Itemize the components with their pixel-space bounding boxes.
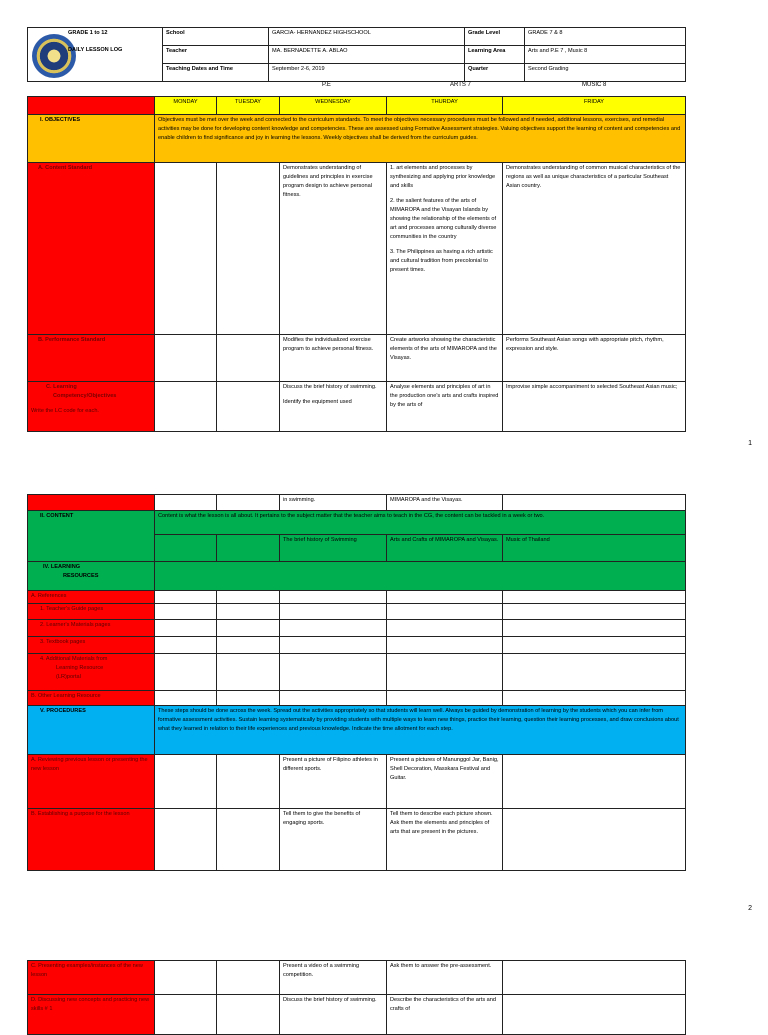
quarter-value: Second Grading (525, 64, 686, 82)
additional-label-2: Learning Resource (56, 665, 104, 671)
continuation-row (28, 495, 686, 511)
cs-monday (155, 163, 217, 335)
cs-friday: Demonstrates understanding of common musical characteristics of the regions as well as unique characteristics of a particular Southeast Asian country. (503, 163, 686, 335)
lc-thursday: Analyse elements and principles of art in the production one's arts and crafts inspired by the arts of (387, 382, 503, 432)
review-label: A. Reviewing previous lesson or presenting the new lesson (28, 755, 155, 809)
cont-label (28, 495, 155, 511)
cont-wednesday: in swimming. (280, 495, 387, 511)
additional-label-1: 4. Additional Materials from (40, 656, 108, 662)
cont-friday (503, 495, 686, 511)
additional-label (28, 654, 155, 691)
discussing-row (28, 995, 686, 1035)
cont-thursday: MIMAROPA and the Visayas. (387, 495, 503, 511)
resources-span (155, 562, 686, 591)
competency-label-2: Competency/Objectives (53, 393, 117, 399)
objectives-label: I. OBJECTIVES (28, 115, 155, 163)
other-resources-row (28, 691, 686, 706)
competency-note: Write the LC code for each. (31, 408, 99, 414)
discussing-label: D. Discussing new concepts and practicing new skills # 1 (28, 995, 155, 1035)
cs-wednesday: Demonstrates understanding of guidelines and principles in exercise program design to achieve personal fitness. (280, 163, 387, 335)
header-title-cell (28, 28, 163, 82)
cont-monday (155, 495, 217, 511)
grade-range: GRADE 1 to 12 (68, 30, 108, 36)
tg-row (28, 604, 686, 620)
presenting-thursday: Ask them to answer the pre-assessment. (387, 961, 503, 995)
additional-label-3: (LR)portal (56, 674, 81, 680)
lc-monday (155, 382, 217, 432)
header-table (27, 27, 686, 82)
resources-label-1: IV. LEARNING (43, 564, 81, 570)
page-number-2 (736, 905, 752, 912)
procedures-label: V. PROCEDURES (28, 706, 155, 755)
page-number-1 (736, 440, 752, 447)
cs-thursday-2: 2. the salient features of the arts of MIMAROPA and the Visayan Islands by showing the relationship of the elements of art and processes among culturally diverse communities in the country (390, 198, 497, 240)
quarter-label: Quarter (465, 64, 525, 82)
learning-area-value: Arts and P.E 7 , Music 8 (525, 46, 686, 64)
procedures-row (28, 706, 686, 755)
content-thursday: Arts and Crafts of MIMAROPA and Visayas. (387, 535, 503, 562)
competency-label (28, 382, 155, 432)
presenting-wednesday: Present a video of a swimming competition. (280, 961, 387, 995)
performance-standard-label: B. Performance Standard (28, 335, 155, 382)
ps-monday (155, 335, 217, 382)
resources-row (28, 562, 686, 591)
purpose-wednesday: Tell them to give the benefits of engaging sports. (280, 809, 387, 871)
performance-standard-row (28, 335, 686, 382)
teacher-value: MA. BERNADETTE A. ABLAO (269, 46, 465, 64)
subject-pe: P.E (322, 82, 331, 88)
day-monday: MONDAY (155, 97, 217, 115)
lesson-table-page2 (27, 494, 686, 871)
purpose-thursday: Tell them to describe each picture shown. Ask them the elements and principles of arts that are present in the pictures. (387, 809, 503, 871)
content-standard-label: A. Content Standard (28, 163, 155, 335)
discussing-wednesday: Discuss the brief history of swimming. (280, 995, 387, 1035)
lesson-table-page1 (27, 96, 686, 432)
review-row (28, 755, 686, 809)
learning-area-label: Learning Area (465, 46, 525, 64)
content-friday: Music of Thailand (503, 535, 686, 562)
dll-title: DAILY LESSON LOG (68, 47, 123, 53)
content-text: Content is what the lesson is all about. It pertains to the subject matter that the teacher aims to teach in the CG, the content can be tackled in a week or two. (155, 511, 686, 535)
review-wednesday: Present a picture of Filipino athletes in different sports. (280, 755, 387, 809)
day-tuesday: TUESDAY (217, 97, 280, 115)
cs-thursday-3: 3. The Philippines as having a rich artistic and cultural tradition from precolonial to present times. (390, 249, 493, 273)
review-thursday: Present a pictures of Manunggol Jar, Banig, Shell Decoration, Masskara Festival and Guitar. (387, 755, 503, 809)
procedures-text: These steps should be done across the week. Spread out the activities appropriately so that students will learn well. Always be guided by demonstration of learning by the students which you can infer from formative assessment activities. Sustain learning systematically by providing students with multiple ways to learn new things, practice their learning, question their learning processes, and draw conclusions about what they learned in relation to their life experiences and previous knowledge. Indicate the time allotment for each step. (155, 706, 686, 755)
school-value: GARCIA- HERNANDEZ HIGHSCHOOL (269, 28, 465, 46)
lc-wednesday (280, 382, 387, 432)
grade-level-label: Grade Level (465, 28, 525, 46)
ps-wednesday: Modifies the individualized exercise program to achieve personal fitness. (280, 335, 387, 382)
school-label: School (163, 28, 269, 46)
presenting-row (28, 961, 686, 995)
purpose-label: B. Establishing a purpose for the lesson (28, 809, 155, 871)
dates-label: Teaching Dates and Time (163, 64, 269, 82)
discussing-thursday: Describe the characteristics of the arts and crafts of (387, 995, 503, 1035)
cs-tuesday (217, 163, 280, 335)
lm-label: 2. Learner's Materials pages (28, 620, 155, 637)
cs-thursday-1: 1. art elements and processes by synthesizing and applying prior knowledge and skills (390, 165, 496, 189)
tb-row (28, 637, 686, 654)
teacher-label: Teacher (163, 46, 269, 64)
day-thursday: THURDAY (387, 97, 503, 115)
ps-friday: Performs Southeast Asian songs with appropriate pitch, rhythm, expression and style. (503, 335, 686, 382)
content-monday (155, 535, 217, 562)
references-label: A. References (28, 591, 155, 604)
lc-wednesday-2: Identify the equipment used (283, 399, 352, 405)
page-number-1-text: 1 (748, 440, 752, 447)
days-corner (28, 97, 155, 115)
content-standard-row (28, 163, 686, 335)
content-tuesday (217, 535, 280, 562)
page-number-2-text: 2 (748, 905, 752, 912)
cont-tuesday (217, 495, 280, 511)
ps-tuesday (217, 335, 280, 382)
subject-music: MUSIC 8 (582, 82, 607, 88)
tg-label: 1. Teacher's Guide pages (28, 604, 155, 620)
additional-row (28, 654, 686, 691)
day-friday: FRIDAY (503, 97, 686, 115)
content-wednesday: The brief history of Swimming (280, 535, 387, 562)
competency-row (28, 382, 686, 432)
subject-arts: ARTS 7 (450, 82, 471, 88)
content-label: II. CONTENT (28, 511, 155, 562)
presenting-label: C. Presenting examples/instances of the new lesson (28, 961, 155, 995)
day-wednesday: WEDNESDAY (280, 97, 387, 115)
ps-thursday: Create artworks showing the characteristic elements of the arts of MIMAROPA and the Visayas. (387, 335, 503, 382)
lm-row (28, 620, 686, 637)
lc-tuesday (217, 382, 280, 432)
purpose-row (28, 809, 686, 871)
objectives-text: Objectives must be met over the week and connected to the curriculum standards. To meet the objectives necessary procedures must be followed and if needed, additional lessons, exercises, and remedial activities may be done for developing content knowledge and competencies. These are assessed using Formative Assessment strategies. Valuing objectives support the learning of content and competencies and enable children to find significance and joy in learning the lessons. Weekly objectives shall be derived from the curriculum guides. (155, 115, 686, 163)
resources-label (28, 562, 155, 591)
lc-wednesday-1: Discuss the brief history of swimming. (283, 384, 377, 390)
grade-level-value: GRADE 7 & 8 (525, 28, 686, 46)
lc-friday: Improvise simple accompaniment to selected Southeast Asian music; (503, 382, 686, 432)
days-row (28, 97, 686, 115)
content-row (28, 511, 686, 535)
objectives-row (28, 115, 686, 163)
other-resources-label: B. Other Learning Resource (28, 691, 155, 706)
resources-label-2: RESOURCES (63, 573, 99, 579)
dates-value: September 2-6, 2019 (269, 64, 465, 82)
cs-thursday (387, 163, 503, 335)
competency-label-1: C. Learning (46, 384, 77, 390)
tb-label: 3. Textbook pages (28, 637, 155, 654)
references-row (28, 591, 686, 604)
